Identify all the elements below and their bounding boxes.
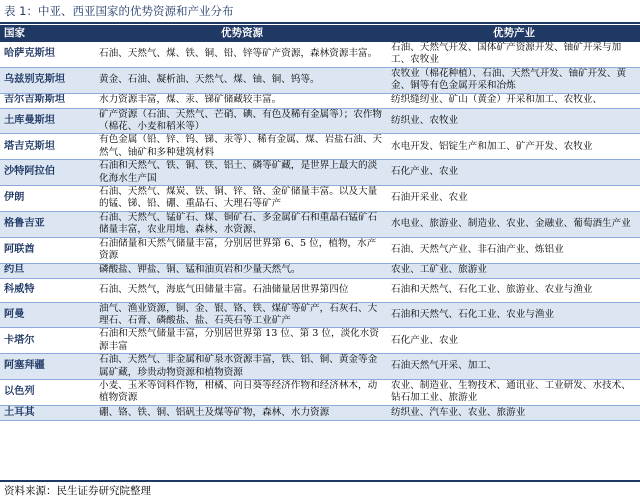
source-note: 资料来源：民生证券研究院整理 [0,480,640,498]
table-row [0,379,640,405]
resources-cell: 小麦、玉米等饲料作物，柑橘、向日葵等经济作物和经济林木，动植物资源 [96,379,388,405]
resources-cell: 石油、天然气、煤、铁、铜、铅、锌等矿产资源，森林资源丰富。 [96,42,388,67]
industries-cell: 纺织业、汽车业、农业、旅游业 [388,405,640,420]
country-cell: 约旦 [0,263,96,278]
table-row [0,67,640,93]
resources-cell: 水力资源丰富，煤、汞、锑矿储藏较丰富。 [96,93,388,108]
industries-cell: 水电开发、铝锭生产和加工、矿产开发、农牧业 [388,134,640,160]
table-body [0,42,640,420]
caption-divider [0,22,640,24]
industries-cell: 石油开采业、农业 [388,186,640,212]
country-cell: 哈萨克斯坦 [0,42,96,67]
industries-cell: 石油天然气开采、加工、 [388,354,640,380]
table-row [0,186,640,212]
header-resources: 优势资源 [96,25,388,42]
header-country: 国家 [0,25,96,42]
country-cell: 乌兹别克斯坦 [0,67,96,93]
table-caption: 表 1：中亚、西亚国家的优势资源和产业分布 [4,4,234,18]
table-header-row [0,25,640,42]
resources-cell: 硼、铬、铁、铜、铝矾土及煤等矿物，森林、水力资源 [96,405,388,420]
country-cell: 阿曼 [0,302,96,328]
resources-cell: 石油、天然气、锰矿石、煤、铜矿石、多金属矿石和重晶石锰矿石储量丰富，农业用地、森林、水资源、 [96,211,388,237]
table-row [0,354,640,380]
country-cell: 沙特阿拉伯 [0,160,96,186]
industries-cell: 水电业、旅游业、制造业、农业、金融业、葡萄酒生产业 [388,211,640,237]
table-row [0,405,640,420]
country-cell: 阿联酋 [0,237,96,263]
resources-cell: 石油和天然气、铁、铜、铁、铝土、磷等矿藏，是世界上最大的淡化海水生产国 [96,160,388,186]
resources-cell: 油气、渔业资源，铜、金、银、铬、铁、煤矿等矿产，石灰石、大理石、石膏、磷酸盐、盐、石英石等工业矿产 [96,302,388,328]
resources-cell: 石油、天然气，海底气田储量丰富。石油储量居世界第四位 [96,278,388,302]
country-cell: 阿塞拜疆 [0,354,96,380]
country-cell: 吉尔吉斯斯坦 [0,93,96,108]
industries-cell: 石油、天然气开发、国体矿产资源开发、铀矿开采与加工、农牧业 [388,42,640,67]
resource-table [0,25,640,421]
industries-cell: 石油、天然气产业、非石油产业、炼铝业 [388,237,640,263]
table-row [0,42,640,67]
resources-cell: 石油、天然气、煤炭、铁、铜、锌、铬、金矿储量丰富。以及大量的锰、锑、铅、硼、重晶石、大理石等矿产 [96,186,388,212]
resources-cell: 石油、天然气、非金属和矿泉水资源丰富，铁、铝、铜、黄金等金属矿藏，珍贵动物资源和植物资源 [96,354,388,380]
industries-cell: 石化产业、农业 [388,160,640,186]
table-row [0,278,640,302]
resources-cell: 有色金属（铅、锌、钨、锑、汞等）、稀有金属、煤、岩盐石油、天然气、铀矿和多种建筑材料 [96,134,388,160]
industries-cell: 农牧业（棉花种植）、石油、天然气开发、铀矿开发、黄金、铜等有色金属开采和冶炼 [388,67,640,93]
header-industries: 优势产业 [388,25,640,42]
resources-cell: 黄金、石油、凝析油、天然气、煤、铀、铜、钨等。 [96,67,388,93]
country-cell: 以色列 [0,379,96,405]
table-row [0,263,640,278]
industries-cell: 石化产业、农业 [388,328,640,354]
resources-cell: 石油和天然气储量丰富，分别居世界第 13 位、第 3 位，淡化水资源丰富 [96,328,388,354]
resources-cell: 石油储量和天然气储量丰富，分别居世界第 6、5 位，植物，水产资源 [96,237,388,263]
table-row [0,211,640,237]
table-row [0,108,640,134]
table-row [0,237,640,263]
industries-cell: 石油和天然气、石化工业、旅游业、农业与渔业 [388,278,640,302]
table-row [0,93,640,108]
table-row [0,160,640,186]
industries-cell: 农业、工矿业、旅游业 [388,263,640,278]
country-cell: 塔吉克斯坦 [0,134,96,160]
table-row [0,328,640,354]
country-cell: 土耳其 [0,405,96,420]
industries-cell: 纺织缝纫业、矿山（黄金）开采和加工、农牧业、 [388,93,640,108]
industries-cell: 农业、制造业、生物技术、通讯业、工业研发、水技术、钻石加工业、旅游业 [388,379,640,405]
table-row [0,134,640,160]
resources-cell: 矿产资源（石油、天然气、芒硝、碘、有色及稀有金属等）；农作物（棉花、小麦和稻米等） [96,108,388,134]
country-cell: 格鲁吉亚 [0,211,96,237]
resources-cell: 磷酸盐、钾盐、铜、锰和油页岩和少量天然气。 [96,263,388,278]
country-cell: 科威特 [0,278,96,302]
table-row [0,302,640,328]
industries-cell: 石油和天然气、石化工业、农业与渔业 [388,302,640,328]
country-cell: 卡塔尔 [0,328,96,354]
industries-cell: 纺织业、农牧业 [388,108,640,134]
country-cell: 伊朗 [0,186,96,212]
country-cell: 土库曼斯坦 [0,108,96,134]
